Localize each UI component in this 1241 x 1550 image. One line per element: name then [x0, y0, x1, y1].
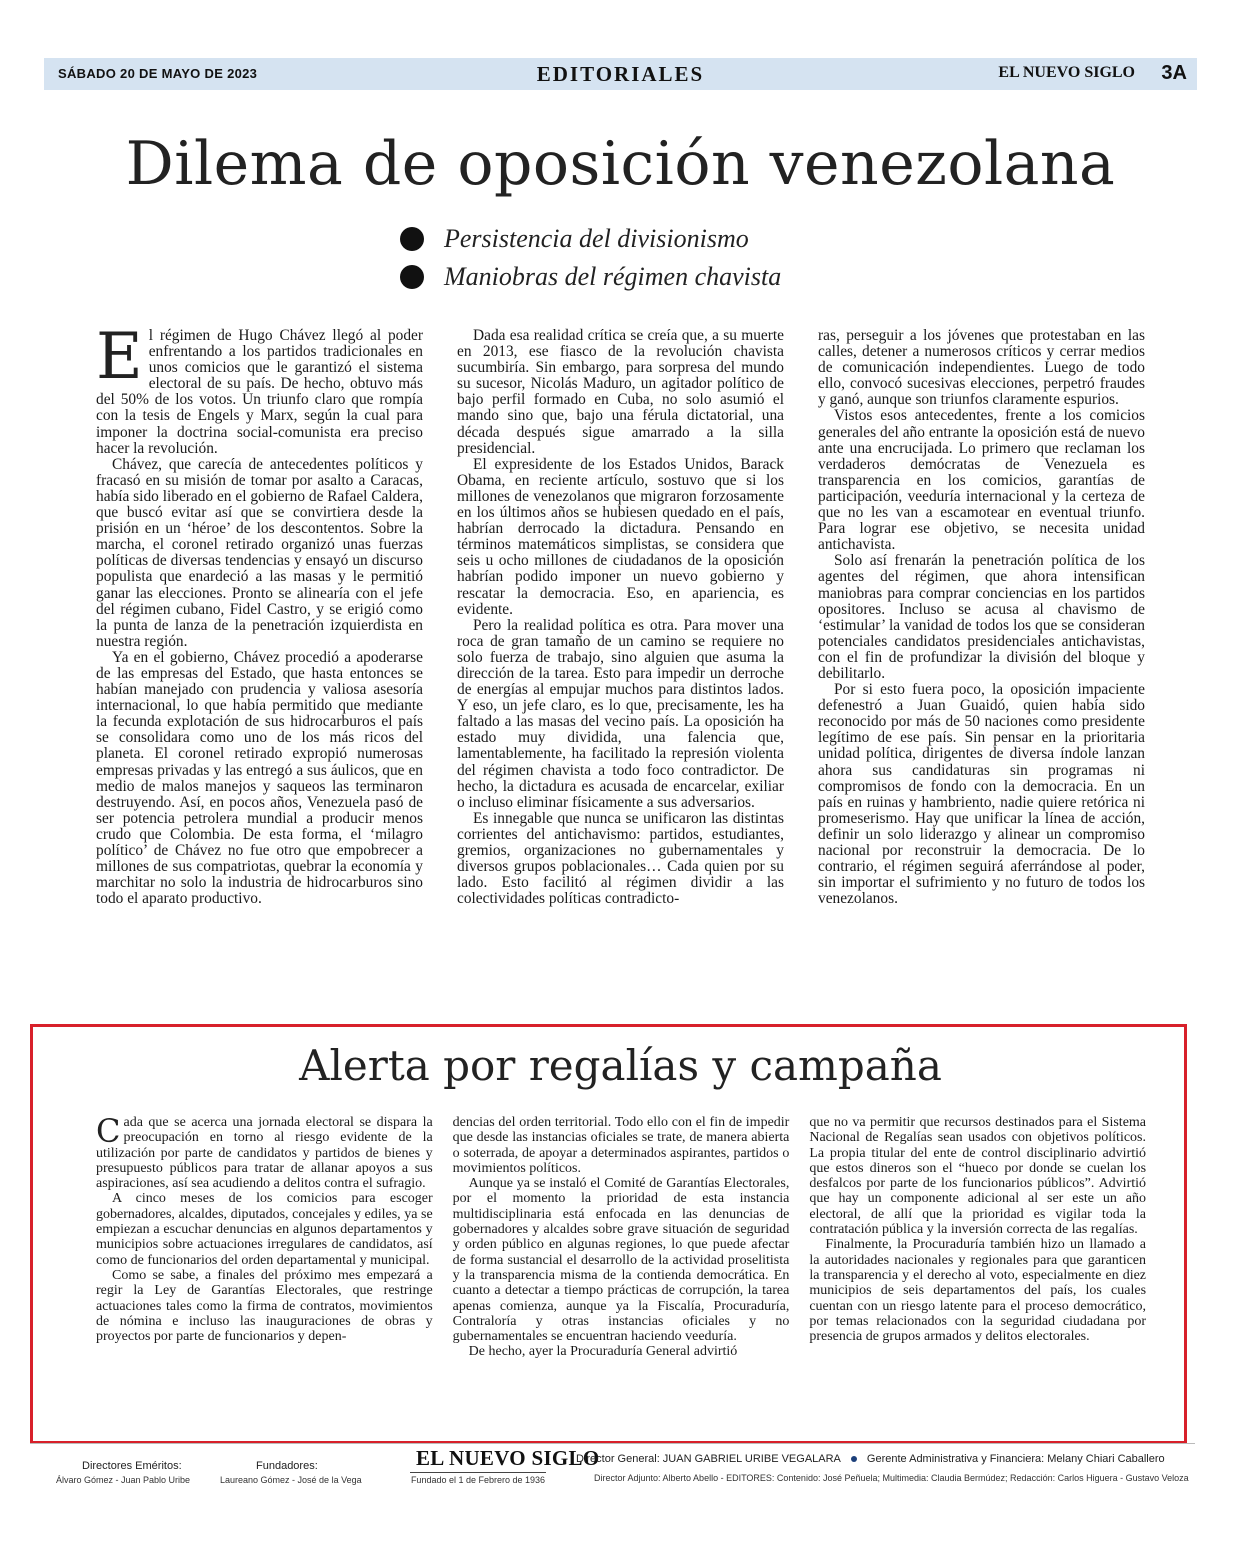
paragraph: Solo así frenarán la penetración política de los agentes del régimen, que ahora intensifican maniobras para comprar conciencias en los partidos opositores. Incluso se acusa al chavismo de ‘estimular’ la vanidad de todos los que se consideran potenciales candidatos presidenciales antichavistas, con el fin de profundizar la división del bloque y debilitarlo. — [818, 552, 1145, 682]
newspaper-logo: EL NUEVO SIGLO — [416, 1446, 600, 1470]
paragraph: Dada esa realidad crítica se creía que, a su muerte en 2013, ese fiasco de la revolución chavista sucumbiría. Sin embargo, para sorpresa del mundo su sucesor, Nicolás Maduro, un agitador político de bajo perfil formado en Cuba, no solo asumió el mando sino que, bajo una férula dictatorial, una década después sigue amarrado a la silla presidencial. — [457, 327, 784, 457]
subhead-item — [400, 220, 781, 258]
subhead-text: Persistencia del divisionismo — [444, 224, 749, 253]
article1-body — [96, 320, 1146, 908]
footer-divider — [30, 1443, 1195, 1444]
paragraph: El expresidente de los Estados Unidos, Barack Obama, en reciente artículo, sostuvo que si los millones de venezolanos que migraron forzosamente en los últimos años se hubiesen quedado en el país, habrían derrocado la dictadura. Pensando en términos matemáticos simplistas, se considera que seis u ocho millones de ciudadanos de la oposición habrían podido imponer un nuevo gobierno y rescatar la democracia. Eso, en apariencia, es evidente. — [457, 455, 784, 618]
separator-dot-icon — [851, 1456, 857, 1462]
gerente: Gerente Administrativa y Financiera: Melany Chiari Caballero — [866, 1453, 1165, 1465]
article1-headline: Dilema de oposición venezolana — [125, 129, 1116, 199]
section-title: EDITORIALES — [536, 62, 705, 86]
directores-label: Directores Eméritos: — [82, 1460, 182, 1472]
article2-column-1 — [96, 1112, 433, 1360]
editors-line: Director Adjunto: Alberto Abello - EDITORES: Contenido: José Peñuela; Multimedia: Claudia Bermúdez; Redacción: Carlos Higuera - Gustavo Veloza — [594, 1473, 1189, 1483]
paragraph: A cinco meses de los comicios para escoger gobernadores, alcaldes, diputados, concejales y ediles, ya se empiezan a escuchar denuncias en algunos departamentos y municipios sobre actuaciones irregulares de candidatos, así como de funcionarios del orden departamental y municipal. — [96, 1191, 433, 1268]
paragraph: Vistos esos antecedentes, frente a los comicios generales del año entrante la oposición está de nuevo ante una encrucijada. Lo primero que reclaman los verdaderos demócratas de Venezuela es transparencia en los comicios, garantías de participación, veeduría internacional y la certeza de que no les van a escamotear en eventual triunfo. Para lograr ese objetivo, se necesita unidad antichavista. — [818, 407, 1145, 554]
paragraph: Cada que se acerca una jornada electoral se dispara la preocupación en torno al riesgo evidente de la utilización por parte de candidatos y partidos de bienes y presupuesto públicos para tratar de allanar apoyos a sus aspiraciones, así sea acudiendo a delitos contra el sufragio. — [96, 1112, 433, 1192]
drop-cap: E — [96, 320, 143, 394]
article2-headline: Alerta por regalías y campaña — [299, 1041, 942, 1090]
page-number: 3A — [1161, 62, 1187, 84]
article2-body — [96, 1112, 1147, 1360]
directores-names: Álvaro Gómez - Juan Pablo Uribe — [56, 1475, 191, 1485]
article2-column-2 — [453, 1115, 790, 1360]
paragraph: dencias del orden territorial. Todo ello con el fin de impedir que desde las instancias oficiales se trate, de manera abierta o soterrada, de apoyar a determinados aspirantes, partidos o movimientos políticos. — [452, 1115, 790, 1176]
page-header-bar — [44, 58, 1197, 90]
staff-line — [576, 1453, 1165, 1465]
paragraph: ras, perseguir a los jóvenes que protestaban en las calles, detener a numerosos críticos y cerrar medios de comunicación independientes. Luego de todo ello, convocó sucesivas elecciones, perpetró fraudes y ganó, aunque son triunfos claramente espurios. — [818, 327, 1145, 409]
paragraph: Por si esto fuera poco, la oposición impaciente defenestró a Juan Guaidó, quien había sido reconocido por más de 50 naciones como presidente legítimo de ese país. Sin pensar en la prioritaria unidad política, dirigentes de diversa índole lanzan ahora sus candidaturas sin programas ni compromisos de fondo con la democracia. En un país en ruinas y hambriento, nadie quiere retórica ni promeserismo. Hay que unificar la línea de acción, definir un solo liderazgo y alinear un compromiso nacional por reconstruir la democracia. De lo contrario, el régimen seguirá aferrándose al poder, sin importar el sufrimiento y no futuro de todos los venezolanos. — [818, 681, 1145, 908]
article1-subheads — [400, 220, 781, 296]
bullet-icon — [400, 227, 424, 251]
paragraph: Ya en el gobierno, Chávez procedió a apoderarse de las empresas del Estado, que hasta entonces se habían manejado con prudencia y valiosa asesoría internacional, lo que había permitido que mediante la fecunda explotación de sus hidrocarburos el país se consolidara como uno de los más ricos del planeta. El coronel retirado expropió numerosas empresas privadas y las entregó a sus áulicos, que en medio de malos manejos y saqueos las terminaron destruyendo. Así, en pocos años, Venezuela pasó de ser potencia petrolera mundial a producir menos crudo que Colombia. De esta forma, el ‘milagro político’ de Chávez no fue otro que empobrecer a millones de sus compatriotas, quebrar la economía y marchitar no solo la industria de hidrocarburos sino todo el aparato productivo. — [96, 648, 423, 908]
subhead-text: Maniobras del régimen chavista — [444, 262, 782, 291]
director-general: Director General: JUAN GABRIEL URIBE VEGALARA — [576, 1453, 841, 1465]
paragraph: Aunque ya se instaló el Comité de Garantías Electorales, por el momento la prioridad de esta instancia multidisciplinaria está enfocada en las denuncias de gobernadores y alcaldes sobre grave situación de seguridad y orden público en algunas regiones, lo que puede afectar de forma sustancial el desarrollo de la actividad proselitista y la transparencia misma de la contienda democrática. En cuanto a detectar a tiempo prácticas de corrupción, la tarea apenas comienza, aunque ya la Fiscalía, Procuraduría, Contraloría y otras instancias oficiales y no gubernamentales se encuentran haciendo veeduría. — [452, 1176, 790, 1345]
paragraph: Como se sabe, a finales del próximo mes empezará a regir la Ley de Garantías Electorales, que restringe actuaciones tales como la firma de contratos, movimientos de nómina e incluso las inauguraciones de obras y proyectos por parte de funcionarios y depen- — [96, 1267, 433, 1345]
article1-column-3 — [818, 328, 1145, 907]
article1-column-1 — [96, 320, 423, 908]
bullet-icon — [400, 265, 424, 289]
paragraph: El régimen de Hugo Chávez llegó al poder enfrentando a los partidos tradicionales en unos comicios que le garantizó el sistema electoral de su país. De hecho, obtuvo más del 50% de los votos. Un triunfo claro que rompía con la tesis de Engels y Marx, según la cual para imponer la doctrina social-comunista era preciso hacer la revolución. — [96, 320, 423, 457]
paragraph: Es innegable que nunca se unificaron las distintas corrientes del antichavismo: partidos, estudiantes, gremios, organizaciones no gubernamentales y diversos grupos poblacionales… Cada quien por su lado. Esto facilitó al régimen dividir a las colectividades políticas contradicto- — [457, 809, 784, 908]
article1-column-2 — [457, 328, 784, 907]
issue-date: SÁBADO 20 DE MAYO DE 2023 — [58, 66, 258, 81]
fundadores-names: Laureano Gómez - José de la Vega — [220, 1475, 362, 1485]
paragraph: Finalmente, la Procuraduría también hizo un llamado a la autoridades nacionales y regionales para que garanticen la transparencia y el derecho al voto, especialmente en diez municipios de seis departamentos del país, los cuales cuentan con un riesgo latente para el proceso democrático, por temas relacionados con la seguridad ciudadana por presencia de grupos armados y delitos electorales. — [809, 1237, 1147, 1345]
paragraph: que no va permitir que recursos destinados para el Sistema Nacional de Regalías sean usados con objetivos políticos. La propia titular del ente de control disciplinario advirtió que estos dineros son el “hueco por donde se cuelan los desfalcos por parte de los funcionarios públicos”. Advirtió que hay un componente adicional al ser este un año electoral, de allí que la prioridad es vigilar toda la contratación pública y la inversión correcta de las regalías. — [809, 1115, 1147, 1238]
drop-cap: C — [96, 1112, 121, 1150]
founded-date: Fundado el 1 de Febrero de 1936 — [410, 1472, 546, 1485]
subhead-item — [400, 258, 781, 296]
masthead-brand: EL NUEVO SIGLO — [998, 64, 1135, 81]
paragraph: De hecho, ayer la Procuraduría General advirtió — [468, 1344, 738, 1360]
paragraph: Chávez, que carecía de antecedentes políticos y fracasó en su misión de tomar por asalto a Caracas, había sido liberado en el gobierno de Rafael Caldera, que buscó evitar así que se convirtiera desde la prisión en un ‘héroe’ de los descontentos. Sobre la marcha, el coronel retirado organizó unas fuerzas políticas de diversas tendencias y ensayó un discurso populista que enardeció a las masas y le permitió ganar las elecciones. Pronto se alinearía con el jefe del régimen cubano, Fidel Castro, y se erigió como la punta de lanza de la penetración izquierdista en nuestra región. — [96, 455, 423, 650]
fundadores-label: Fundadores: — [256, 1460, 318, 1472]
paragraph: Pero la realidad política es otra. Para mover una roca de gran tamaño de un camino se requiere no solo fuerza de trabajo, sino alguien que asuma la dirección de la tarea. Esto para impedir un derroche de energías al empujar muchos para distintos lados. Y eso, un jefe claro, es lo que, precisamente, les ha faltado a las masas del vecino país. La oposición ha estado muy dividida, una falencia que, lamentablemente, ha facilitado la represión violenta del régimen chavista a todo foco contradictor. De hecho, la dictadura es acusada de encarcelar, exiliar o incluso eliminar físicamente a sus adversarios. — [457, 616, 784, 811]
article2-column-3 — [809, 1115, 1146, 1360]
